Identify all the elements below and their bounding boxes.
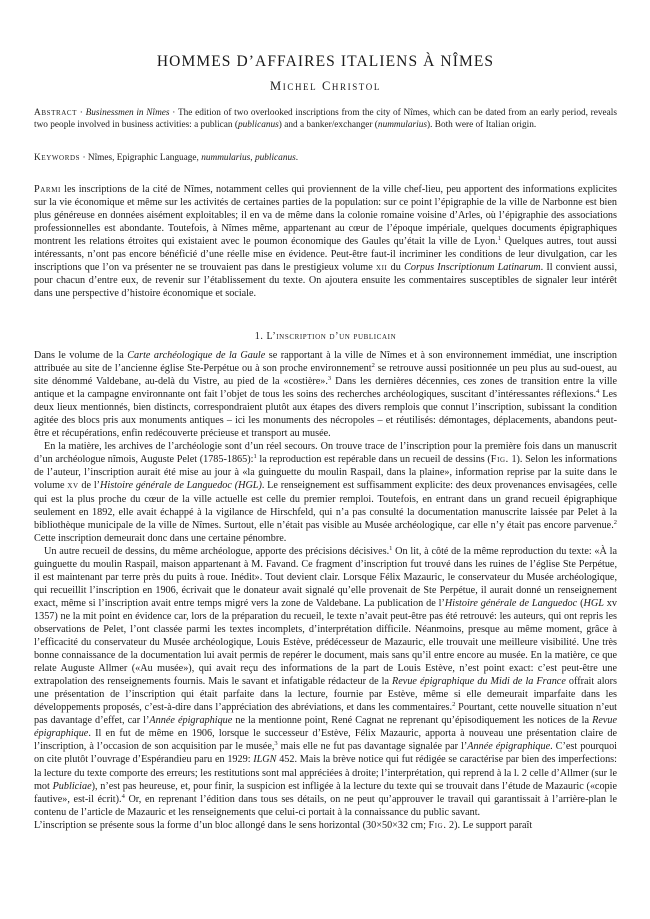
paragraph [34, 349, 617, 440]
keywords-sep: , [250, 153, 255, 163]
keywords-label: Keywords [34, 153, 81, 163]
journal-title: Revue épigraphique du Midi de la France [392, 676, 566, 688]
journal-title: Année épigraphique [467, 741, 551, 753]
paragraph-text: la reproduction est repérable dans un recueil de dessins ( [256, 454, 491, 466]
keywords-end: . [295, 153, 299, 163]
paragraph [34, 440, 617, 544]
lead-word: Parmi [34, 184, 61, 195]
paragraph-text: Or, en reprenant l’édition dans tous ses détails, on ne peut qu’approuver le travail qui garantissait à l’arrière-plan le contenu de l’article de Mazauric et les renseignements que celui-ci portait à la connaissance du public savant. [34, 793, 617, 818]
footnote-ref[interactable]: 4 [121, 792, 125, 800]
paragraph-text: Dans les dernières décennies, ces zones de transition entre la ville antique et la campagne environnante ont fait l’objet de tous les soins des recherches archéologiques, suscitant d’intéressantes réflexions. [34, 376, 617, 401]
article-author: Michel Christol [270, 79, 381, 93]
journal-title: Année épigraphique [149, 715, 233, 727]
paragraph-text: les inscriptions de la cité de Nîmes, notamment celles qui proviennent de la ville chef-lieu, peu apportent des informations explicites sur la vie économique et même sur les activités de certaines parties de la population: sur ce point l’épigraphie de la ville de Narbonne est bien plus généreuse en données aisément exploitables; il en va de même dans la colonie romaine voisine d’Arles, où l’épigraphie des associations professionnelles est abondante. Toutefois, à Nîmes même, appartenant au cœur de l’époque impériale, quelques documents épigraphiques montrent les relations étroites qui existaient avec le poumon économique des Gaules qu’était la ville de Lyon. [34, 184, 617, 248]
paragraph-text: 452. Mais la brève notice qui fut rédigée se caractérise par bien des imperfections: la lecture du texte comporte des erreurs; les restitutions sont mal appréciées à droite; l’interprétation, qui reprend à la l. 2 celle d’Allmer (sur le mot [34, 754, 617, 792]
section-1-body [34, 349, 617, 832]
paragraph-text: . C’est pourquoi on cite plutôt l’ouvrage d’Espérandieu paru en 1929: [34, 741, 617, 766]
paragraph-text: Cette inscription demeurait donc dans une certaine pénombre. [34, 532, 287, 544]
keyword-term: nummularius [201, 153, 251, 163]
footnote-ref[interactable]: 2 [452, 701, 456, 709]
abstract [34, 108, 617, 131]
paragraph-text: Quelques autres, tout aussi intéressants, n’ont pas encore bénéficié d’une réelle mise en évidence. Peut-être faut-il incriminer les conditions de leur divulgation, car les inscriptions que l’on va présenter ne se trouvaient pas dans le prestigieux volume [34, 236, 617, 274]
footnote-ref[interactable]: 1 [497, 235, 501, 243]
book-title: HGL [583, 597, 604, 609]
book-title: ILGN [253, 754, 277, 766]
footnote-ref[interactable]: 1 [253, 453, 257, 461]
section-heading-text: 1. L’inscription d’un publicain [254, 331, 397, 342]
abstract-text: · The edition of two overlooked inscriptions from the city of Nîmes, which can be dated from an early period, reveals two people involved in business activities: a publican ( [34, 108, 618, 130]
abstract-text: ). Both were of Italian origin. [427, 119, 537, 130]
abstract-sep: · [77, 108, 86, 118]
paragraph-text: offrait alors une présentation de l’inscription qui était parfaite dans la lecture, fournie par Estève, même si elle demeurait imparfaite dans les développements proposés, c’est-à-dire dans l’appréciation des abréviations, et dans les commentaires. [34, 676, 618, 714]
paragraph-text: 2). Le support paraît [446, 819, 533, 831]
paragraph-text: se retrouve aussi positionnée un peu plus au sud-ouest, au site dénommé Valdebane, au-delà du Vistre, au pied de la «costière». [34, 363, 617, 388]
footnote-ref[interactable]: 1 [389, 544, 393, 552]
intro-paragraph [34, 183, 617, 300]
paragraph-text: ), n’est pas heureuse, et, pour finir, la suspicion est infligée à la lecture du texte qui se trouvait dans l’étude de Mazauric («copie fautive», est-il écrit). [34, 780, 617, 805]
paragraph-text: ne la mentionne point, René Cagnat ne reprenant qu’épisodiquement les notices de la [232, 715, 593, 727]
journal-title: Revue épigraphique [34, 715, 617, 740]
paragraph-text: 1). Selon les informations de l’auteur, l’inscription aurait été mise au jour à «la guinguette du moulin Raspail, dans la plaine», information reprise par la suite dans le volume [34, 454, 617, 492]
abstract-label: Abstract [34, 108, 78, 118]
corpus-title: Corpus Inscriptionum Latinarum [404, 262, 541, 274]
book-title: Carte archéologique de la Gaule [127, 350, 266, 361]
paragraph-text: Dans le volume de la [34, 350, 128, 361]
article-title: HOMMES D’AFFAIRES ITALIENS À NÎMES [156, 53, 495, 70]
footnote-ref[interactable]: 2 [613, 518, 617, 526]
intro-section [34, 183, 617, 300]
figure-ref[interactable]: Fig. [428, 819, 447, 831]
footnote-ref[interactable]: 3 [327, 375, 332, 383]
paragraph-text: du [387, 262, 405, 274]
paragraph-text: Pourtant, cette nouvelle situation n’eut pas davantage d’effet, car l’ [34, 702, 617, 727]
paragraph-text: Les deux lieux mentionnés, bien distincts, correspondraient plutôt aux étapes des divers remplois que connut l’inscription, subissant la condition agitée des blocs pris aux monuments antiques – ici les monuments des nécropoles – et réutilisés: démontages, déplacements, abandons peut-être et récupérations, enfin redécouverte précieuse et transport au musée. [34, 389, 617, 440]
paragraph-text: En la matière, les archives de l’archéologie sont d’un réel secours. On trouve trace de l’inscription pour la première fois dans un manuscrit d’un archéologue nîmois, Auguste Pelet (1785-1865): [34, 441, 617, 466]
footnote-ref[interactable]: 2 [371, 362, 375, 370]
paragraph-text: L’inscription se présente sous la forme d’un bloc allongé dans le sens horizontal (30×50×32 cm; [34, 819, 429, 831]
keywords [34, 153, 617, 165]
paragraph-text: Un autre recueil de dessins, du même archéologue, apporte des précisions décisives. [44, 545, 390, 557]
book-title: Histoire générale de Languedoc (HGL) [100, 480, 262, 492]
abstract-title: Businessmen in Nîmes [85, 108, 170, 118]
paragraph-text: de l’ [78, 480, 101, 492]
volume-number: xv [67, 480, 79, 492]
volume-number: xii [375, 262, 388, 274]
paragraph-text: On lit, à côté de la même reproduction du texte: «À la guinguette du moulin Raspail, maison appartenant à M. Favand. Ce fragment d’inscription fut trouvé dans les ruines de l’église Ste Perpétue, il est maintenant par terre près du puits à roue. Inédit». Tout devient clair. Lorsque Félix Mazauric, le conservateur du Musée archéologique, qui recueillit l’inscription en 1906, écrivait que le donateur avait signalé qu’elle provenait de Ste Perpétue, il aurait donné un renseignement exact, même si l’inscription avait entre temps migré vers la zone de Valdebane. La publication de l’ [34, 545, 617, 609]
paragraph-text: ( [577, 597, 584, 609]
abstract-term: publicanus [237, 119, 279, 130]
paragraph [34, 545, 617, 819]
book-title: Histoire générale de Languedoc [444, 597, 578, 609]
latin-term: Publiciae [52, 780, 92, 792]
paragraph-text: . Le renseignement est suffisamment explicite: des deux provenances envisagées, celle qui est la plus proche du cœur de la ville actuelle est celle du premier remploi. Toutefois, en entrant dans un grand recueil épigraphique seulement en 1892, elle avait échappé à la vigilance de Hirschfeld, qui n’a pas consulté la documentation manuscrite laissée par Pelet à la bibliothèque municipale de la ville de Nîmes. Surtout, elle n’était pas visible au Musée archéologique, car elle n’y était pas encore parvenue. [34, 480, 617, 531]
figure-ref[interactable]: Fig. [490, 454, 509, 466]
paragraph-text: xv 1357) ne la mit point en évidence car, lors de la préparation du recueil, le texte n’avait peut-être pas été retrouvé: les auteurs, qui ont repris les observations de Pelet, l’ont classée parmi les textes incomplets, d’interprétation difficile. Néanmoins, presque au même moment, grâce à l’efficacité du conservateur du Musée archéologique, Louis Estève, prédécesseur de Mazauric, elle trouvait une meilleure visibilité. Une très bonne connaissance de la documentation lui avait permis de repérer le document, mais sans qu’il entre encore au musée. En la matière, ce que relate Auguste Allmer («Au musée»), qui avait reçu des informations de la part de Louis Estève, n’est point exact: c’est peut-être une extrapolation des renseignements fournis. Mais le savant et infatigable rédacteur de la [34, 597, 617, 688]
section-heading [34, 331, 617, 342]
keywords-text: · Nîmes, Epigraphic Language, [80, 153, 202, 163]
paragraph [34, 819, 617, 832]
abstract-term: nummularius [377, 119, 427, 130]
paragraph-text: . Il convient aussi, pour chacun d’entre eux, de revenir sur l’établissement du texte. On ajoutera ensuite les commentaires susceptibles de signaler leur intérêt dans une perspective d’histoire économique et sociale. [34, 262, 617, 300]
abstract-text: ) and a banker/exchanger ( [278, 119, 378, 130]
footnote-ref[interactable]: 4 [596, 388, 600, 396]
paragraph-text: mais elle ne fut pas davantage signalée par l’ [277, 741, 468, 753]
keyword-term: publicanus [254, 153, 296, 163]
footnote-ref[interactable]: 3 [274, 740, 278, 748]
paragraph-text: . Il en fut de même en 1906, lorsque le successeur d’Estève, Félix Mazauric, apporta à nouveau une présentation claire de l’inscription, à l’occasion de son acquisition par le musée, [34, 728, 617, 753]
paragraph-text: se rapportant à la ville de Nîmes et à son environnement immédiat, une inscription attribuée au site de l’ancienne église Ste-Perpétue ou à son proche environnement [34, 350, 617, 375]
